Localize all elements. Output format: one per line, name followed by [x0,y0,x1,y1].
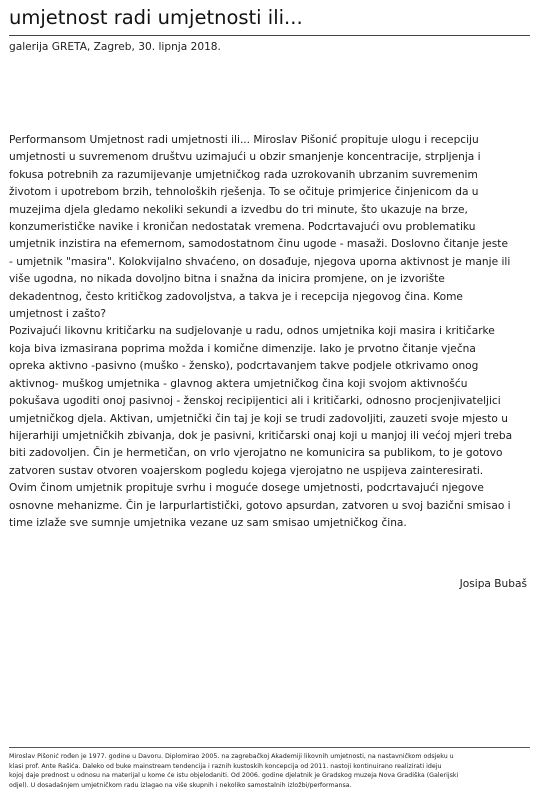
bio-line: klasi prof. Ante Rašića. Daleko od buke mainstream tendencija i raznih kustoskih koncepcija od 2011. nastoji kontinuirano realizirati ideju [9,762,442,770]
title-divider [9,35,530,36]
author-signature: Josipa Bubaš [459,578,527,590]
body-line: osnovne mehanizme. Čin je larpurlartistički, gotovo apsurdan, zatvoren u svoj bazični smisao i [9,499,511,512]
body-line: umjetničkog djela. Aktivan, umjetnički čin taj je koji se trudi zadovoljiti, zauzeti svoje mjesto u [9,412,508,425]
body-line: fokusa potrebnih za razumijevanje umjetničkog rada uzrokovanih ubrzanim suvremenim [9,168,478,181]
article-body [9,132,531,532]
body-line: Performansom Umjetnost radi umjetnosti ili... Miroslav Pišonić propituje ulogu i recepciju [9,134,479,146]
body-line: Ovim činom umjetnik propituje svrhu i moguće dosege umjetnosti, podcrtavajući njegove [9,482,484,495]
body-line: time izlaže sve sumnje umjetnika vezane uz sam smisao umjetničkog čina. [9,516,407,529]
body-line: hijerarhiji umjetničkih zbivanja, dok je pasivni, kritičarski onaj koji u manjoj ili većoj mjeri treba [9,429,513,442]
body-line: zatvoren sustav otvoren voajerskom pogledu kojega vjerojatno ne uspijeva zainteresirati. [9,464,484,477]
event-subtitle: galerija GRETA, Zagreb, 30. lipnja 2018. [9,41,221,53]
body-line: opreka aktivno -pasivno (muško - žensko), podcrtavanjem takve podjele otkrivamo onog [9,360,479,373]
body-line: biti zadovoljen. Čin je hermetičan, on vrlo vjerojatno ne komunicira sa publikom, to je gotovo [9,447,503,460]
page-title: umjetnost radi umjetnosti ili... [9,6,303,29]
body-line: dekadentnog, često kritičkog zadovoljstva, a takva je i recepcija njegovog čina. Kome [9,290,463,303]
body-line: umjetnik inzistira na efemernom, samodostatnom činu ugode - masaži. Doslovno čitanje jeste [9,238,508,251]
footer-divider [9,747,530,748]
bio-line: odjel). U dosadašnjem umjetničkom radu izlagao na više skupnih i nekoliko samostalnih izložbi/performansa. [9,781,352,789]
body-line: umjetnost i zašto? [9,308,107,321]
artist-bio [9,752,531,790]
body-line: koja biva izmasirana poprima možda i komične dimenzije. Iako je prvotno čitanje vječna [9,342,476,355]
body-line: pokušava ugoditi onoj pasivnoj - ženskoj recipijentici ali i kritičarki, odnosno procjenjivateljici [9,395,501,408]
body-line: Pozivajući likovnu kritičarku na sudjelovanje u radu, odnos umjetnika koji masira i kritičarke [9,325,495,338]
body-line: umjetnosti u suvremenom društvu uzimajući u obzir smanjenje koncentracije, strpljenja i [9,151,481,164]
bio-line: Miroslav Pišonić rođen je 1977. godine u Davoru. Diplomirao 2005. na zagrebačkoj Akademiji likovnih umjetnosti, na nastavničkom odsjeku u [9,753,454,760]
body-line: aktivnog- muškog umjetnika - glavnog aktera umjetničkog čina koji svojom aktivnošću [9,377,468,390]
body-line: više ugodna, no nikada dovoljno bitna i snažna da inicira promjene, on je izvorište [9,273,445,286]
body-line: - umjetnik "masira". Kolokvijalno shvaćeno, on dosađuje, njegova uporna aktivnost je manje ili [9,255,511,268]
body-line: životom i upotrebom brzih, tehnoloških rješenja. To se očituje primjerice činjenicom da u [9,186,479,199]
bio-line: kojoj daje prednost u odnosu na materijal u kome će istu objelodaniti. Od 2006. godine djelatnik je Gradskog muzeja Nova Gradiška (Galerijski [9,772,459,780]
body-line: konzumerističke navike i kroničan nedostatak vremena. Podcrtavajući ovu problematiku [9,221,476,234]
body-line: muzejima djela gledamo nekoliki sekundi a izvedbu do tri minute, što ukazuje na brze, [9,203,468,216]
